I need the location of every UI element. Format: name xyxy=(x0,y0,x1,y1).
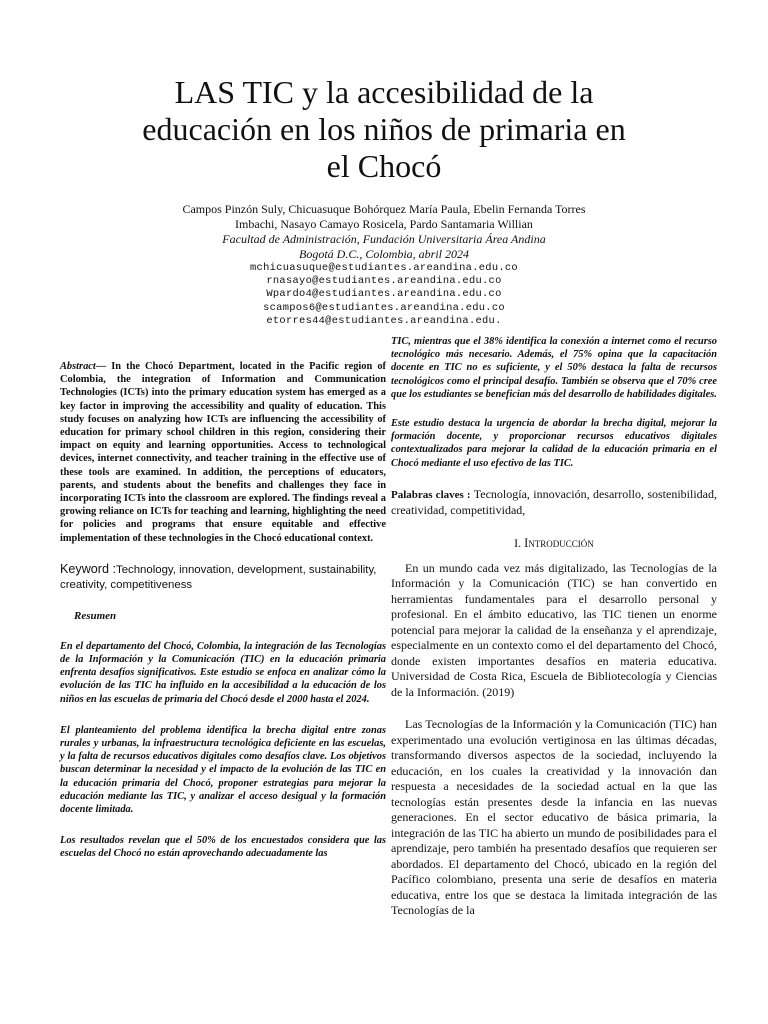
left-column xyxy=(60,360,386,861)
palabras-claves xyxy=(391,487,717,518)
palabras-claves-label: Palabras claves : xyxy=(391,488,471,501)
body-paragraph: En un mundo cada vez más digitalizado, las Tecnologías de la Información y la Comunicación (TIC) se han convertido en herramientas fundamentales para el desarrollo personal y profesional. En el ámbito educativo, las TIC tienen un enorme potencial para mejorar la calidad de la enseñanza y el aprendizaje, especialmente en un contexto como el del departamento del Chocó, donde existen importantes desafíos en materia educativa. Universidad de Costa Rica, Escuela de Bibliotecología y Ciencias de la Información. (2019) xyxy=(391,560,717,699)
keywords-text: Technology, innovation, development, sustainability, creativity, competitiveness xyxy=(60,563,377,591)
resumen-paragraph: En el departamento del Chocó, Colombia, la integración de las Tecnologías de la Información y la Comunicación (TIC) en la educación primaria enfrenta desafíos significativos. Este estudio se enfoca en analizar cómo la evolución de las TIC ha influido en la accesibilidad a la educación de los niños en las escuelas de primaria del Chocó desde el 2000 hasta el 2024. xyxy=(60,640,386,705)
author-block xyxy=(160,202,608,328)
author-line: Campos Pinzón Suly, Chicuasuque Bohórquez María Paula, Ebelin Fernanda Torres xyxy=(182,202,586,216)
section-title: Introducción xyxy=(524,535,594,550)
section-heading xyxy=(391,536,717,551)
keywords-label: Keyword : xyxy=(60,561,116,576)
email-address: Wpardo4@estudiantes.areandina.edu.co xyxy=(266,288,502,301)
affiliation: Facultad de Administración, Fundación Universitaria Área Andina xyxy=(222,232,546,246)
resumen-paragraph: TIC, mientras que el 38% identifica la conexión a internet como el recurso tecnológico más necesario. Además, el 75% opina que la capacitación docente en TIC no es suficiente, y el 50% destaca la falta de recursos tecnológicos como el principal desafío. También se observa que el 70% cree que los estudiantes se benefician más del desarrollo de habilidades digitales. xyxy=(391,336,717,400)
section-number: I. xyxy=(514,535,522,550)
body-paragraph: Las Tecnologías de la Información y la Comunicación (TIC) han experimentado una evolución vertiginosa en las últimas décadas, transformando diversos aspectos de la sociedad, incluyendo la educación, en los cuales la creatividad y la innovación dan respuesta a necesidades de la sociedad actual en la que las tecnologías están presentes desde la infancia en las nuevas generaciones. En el sector educativo de básica primaria, la integración de las TIC ha abierto un mundo de posibilidades para el aprendizaje, pero también ha presentado desafíos que requieren ser abordados. El departamento del Chocó, ubicado en la región del Pacífico colombiano, presenta una serie de desafíos en materia educativa, entre los que se destaca la limitada integración de las Tecnologías de la xyxy=(391,717,717,918)
abstract-label: Abstract xyxy=(60,361,96,372)
email-address: scampos6@estudiantes.areandina.edu.co xyxy=(263,301,505,314)
resumen-paragraph: Los resultados revelan que el 50% de los encuestados considera que las escuelas del Chocó no están aprovechando adecuadamente las xyxy=(60,835,386,860)
keywords xyxy=(60,562,386,593)
email-address: rnasayo@estudiantes.areandina.edu.co xyxy=(266,275,502,288)
right-column xyxy=(391,335,717,919)
resumen-heading: Resumen xyxy=(74,609,117,622)
location-date: Bogotá D.C., Colombia, abril 2024 xyxy=(298,247,469,261)
email-address: mchicuasuque@estudiantes.areandina.edu.co xyxy=(250,262,518,274)
abstract-english xyxy=(60,360,386,545)
abstract-text: In the Chocó Department, located in the Pacific region of Colombia, the integration of Information and Communication Technologies (ICTs) into the primary education system has emerged as a key factor in improving the accessibility and quality of education. This study focuses on analyzing how ICTs are influencing the accessibility of education for primary school children in this region, considering their impact on equity and learning opportunities. Access to technological devices, internet connectivity, and teacher training in the effective use of these tools are examined. In addition, the perceptions of educators, parents, and students about the benefits and challenges they face in incorporating ICTs into the classroom are explored. The findings reveal a growing reliance on ICTs for teaching and learning, highlighting the need for policies and programs that ensure equitable and effective implementation of these technologies in the Chocó educational context. xyxy=(60,361,386,544)
resumen-paragraph: Este estudio destaca la urgencia de abordar la brecha digital, mejorar la formación docente, y proporcionar recursos educativos digitales contextualizados para mejorar la calidad de la educación primaria en el Chocó mediante el uso efectivo de las TIC. xyxy=(391,418,717,469)
author-line: Imbachi, Nasayo Camayo Rosicela, Pardo Santamaria Willian xyxy=(235,217,533,231)
palabras-claves-text: Tecnología, innovación, desarrollo, sostenibilidad, creatividad, competitividad, xyxy=(391,486,717,517)
paper-title: LAS TIC y la accesibilidad de la educación en los niños de primaria en el Chocó xyxy=(142,74,626,184)
resumen-paragraph: El planteamiento del problema identifica la brecha digital entre zonas rurales y urbanas, la infraestructura tecnológica deficiente en las escuelas, y la falta de recursos educativos digitales como desafíos clave. Los objetivos buscan determinar la necesidad y el impacto de la evolución de las TIC en la educación primaria del Chocó, proponer estrategias para mejorar la educación mediante las TIC, y analizar el acceso desigual y la formación docente limitada. xyxy=(60,724,386,816)
email-address: etorres44@estudiantes.areandina.edu. xyxy=(266,314,502,327)
abstract-separator: — xyxy=(95,361,112,372)
